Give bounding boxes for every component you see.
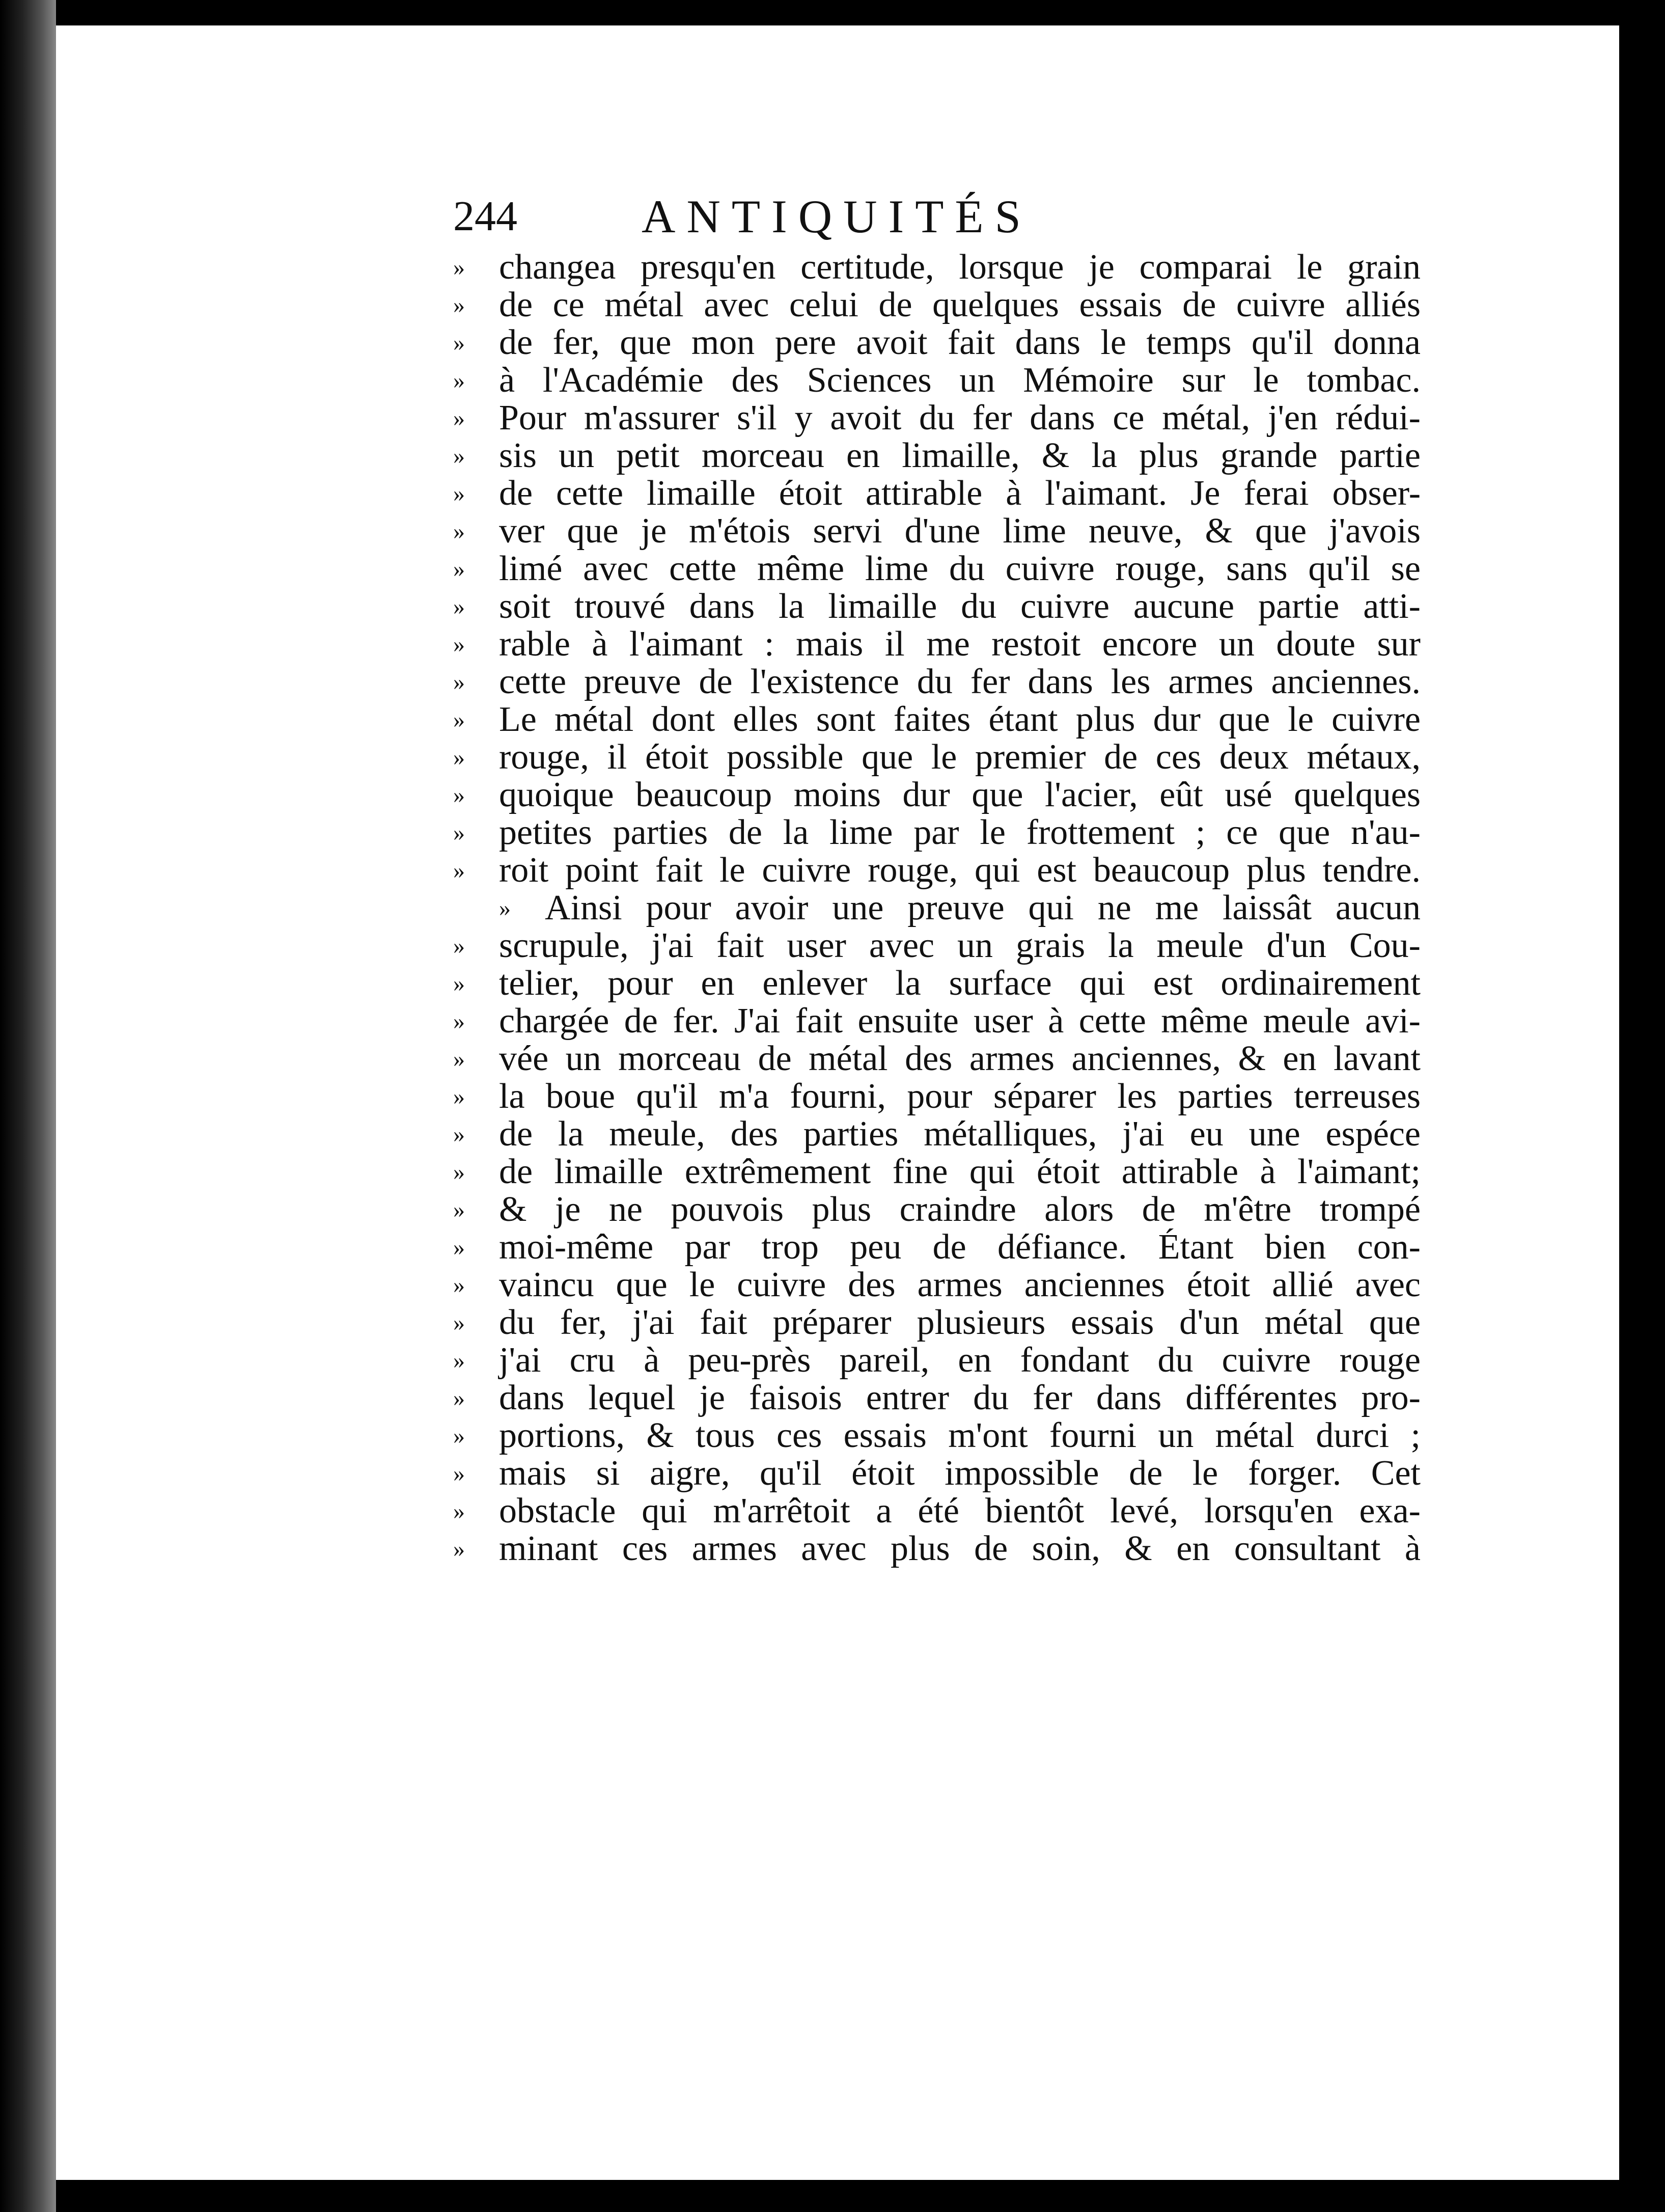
quotation-mark: » (453, 1083, 465, 1109)
text-line (453, 1040, 1421, 1078)
running-title: ANTIQUITÉS (642, 190, 1032, 242)
quotation-mark: » (453, 706, 465, 732)
text-line (453, 814, 1421, 852)
line-text: chargée de fer. J'ai fait ensuite user à cette même meule avi- (499, 1002, 1421, 1040)
text-line (453, 1266, 1421, 1304)
line-text: Pour m'assurer s'il y avoit du fer dans ce métal, j'en rédui- (499, 399, 1421, 437)
text-line (453, 625, 1421, 663)
quotation-mark: » (453, 970, 465, 996)
text-line (453, 1002, 1421, 1040)
line-text: de fer, que mon pere avoit fait dans le temps qu'il donna (499, 324, 1421, 362)
line-text: de cette limaille étoit attirable à l'aimant. Je ferai obser- (499, 475, 1421, 512)
text-line (453, 475, 1421, 512)
quotation-mark: » (453, 1121, 465, 1147)
line-text: de limaille extrêmement fine qui étoit attirable à l'aimant; (499, 1153, 1421, 1191)
text-line (453, 739, 1421, 776)
text-line (453, 1455, 1421, 1492)
text-line (453, 927, 1421, 965)
quotation-mark: » (453, 1272, 465, 1298)
line-text: du fer, j'ai fait préparer plusieurs essais d'un métal que (499, 1304, 1421, 1342)
quotation-mark: » (453, 292, 465, 318)
text-line (453, 1492, 1421, 1530)
quotation-mark: » (453, 1046, 465, 1072)
text-line (453, 889, 1421, 927)
text-line (453, 399, 1421, 437)
text-line (453, 852, 1421, 889)
text-line (453, 550, 1421, 588)
quotation-mark: » (453, 1423, 465, 1449)
line-text: la boue qu'il m'a fourni, pour séparer les parties terreuses (499, 1078, 1421, 1115)
line-text: soit trouvé dans la limaille du cuivre aucune partie atti- (499, 588, 1421, 625)
line-text: mais si aigre, qu'il étoit impossible de le forger. Cet (499, 1455, 1421, 1492)
line-text: ver que je m'étois servi d'une lime neuve, & que j'avois (499, 512, 1421, 550)
text-line (453, 362, 1421, 399)
text-line (453, 588, 1421, 625)
text-line (453, 1530, 1421, 1568)
line-text: à l'Académie des Sciences un Mémoire sur le tombac. (499, 362, 1421, 399)
text-line (453, 1342, 1421, 1379)
line-text: de la meule, des parties métalliques, j'ai eu une espéce (499, 1115, 1421, 1153)
quotation-mark: » (453, 254, 465, 280)
text-line (453, 1228, 1421, 1266)
line-text: cette preuve de l'existence du fer dans les armes anciennes. (499, 663, 1421, 701)
quotation-mark: » (453, 1498, 465, 1524)
text-line (453, 701, 1421, 739)
text-line (453, 286, 1421, 324)
line-text: j'ai cru à peu-près pareil, en fondant du cuivre rouge (499, 1342, 1421, 1379)
text-line (453, 324, 1421, 362)
quotation-mark: » (453, 631, 465, 657)
line-text: rable à l'aimant : mais il me restoit encore un doute sur (499, 625, 1421, 663)
quotation-mark: » (453, 1309, 465, 1335)
text-line (453, 512, 1421, 550)
line-text: & je ne pouvois plus craindre alors de m'être trompé (499, 1191, 1421, 1228)
line-text: petites parties de la lime par le frottement ; ce que n'au- (499, 814, 1421, 852)
page-number: 244 (453, 193, 517, 240)
line-text: portions, & tous ces essais m'ont fourni un métal durci ; (499, 1417, 1421, 1455)
quotation-mark: » (453, 933, 465, 959)
quotation-mark: » (453, 820, 465, 845)
line-text: scrupule, j'ai fait user avec un grais la meule d'un Cou- (499, 927, 1421, 965)
quotation-mark: » (453, 593, 465, 619)
quotation-mark: » (499, 895, 511, 921)
line-text: limé avec cette même lime du cuivre rouge, sans qu'il se (499, 550, 1421, 588)
text-line (453, 1115, 1421, 1153)
text-line (453, 1078, 1421, 1115)
quotation-mark: » (453, 1347, 465, 1373)
quotation-mark: » (453, 744, 465, 770)
text-line (453, 1191, 1421, 1228)
text-line (453, 1417, 1421, 1455)
line-text: Ainsi pour avoir une preuve qui ne me laissât aucun (545, 889, 1421, 927)
quotation-mark: » (453, 1234, 465, 1260)
line-text: vaincu que le cuivre des armes anciennes étoit allié avec (499, 1266, 1421, 1304)
quotation-mark: » (453, 669, 465, 695)
text-line (453, 1304, 1421, 1342)
line-text: moi-même par trop peu de défiance. Étant bien con- (499, 1228, 1421, 1266)
quotation-mark: » (453, 367, 465, 393)
line-text: telier, pour en enlever la surface qui est ordinairement (499, 965, 1421, 1002)
quotation-mark: » (453, 1196, 465, 1222)
text-line (453, 249, 1421, 286)
quotation-mark: » (453, 857, 465, 883)
line-text: sis un petit morceau en limaille, & la plus grande partie (499, 437, 1421, 475)
line-text: minant ces armes avec plus de soin, & en consultant à (499, 1530, 1421, 1568)
line-text: quoique beaucoup moins dur que l'acier, eût usé quelques (499, 776, 1421, 814)
text-line (453, 1153, 1421, 1191)
quotation-mark: » (453, 1460, 465, 1486)
line-text: vée un morceau de métal des armes anciennes, & en lavant (499, 1040, 1421, 1078)
line-text: roit point fait le cuivre rouge, qui est beaucoup plus tendre. (499, 852, 1421, 889)
text-line (453, 437, 1421, 475)
quotation-mark: » (453, 443, 465, 469)
quotation-mark: » (453, 1385, 465, 1411)
text-line (453, 663, 1421, 701)
quotation-mark: » (453, 782, 465, 808)
quotation-mark: » (453, 518, 465, 544)
quotation-mark: » (453, 405, 465, 431)
line-text: de ce métal avec celui de quelques essais de cuivre alliés (499, 286, 1421, 324)
line-text: rouge, il étoit possible que le premier de ces deux métaux, (499, 739, 1421, 776)
line-text: changea presqu'en certitude, lorsque je comparai le grain (499, 249, 1421, 286)
text-line (453, 1379, 1421, 1417)
quotation-mark: » (453, 480, 465, 506)
quotation-mark: » (453, 330, 465, 356)
scan-edge-shadow (0, 0, 56, 2212)
body-text (453, 249, 1421, 1568)
text-line (453, 965, 1421, 1002)
line-text: obstacle qui m'arrêtoit a été bientôt levé, lorsqu'en exa- (499, 1492, 1421, 1530)
line-text: dans lequel je faisois entrer du fer dans différentes pro- (499, 1379, 1421, 1417)
page-header (453, 188, 1217, 244)
quotation-mark: » (453, 556, 465, 582)
quotation-mark: » (453, 1536, 465, 1562)
line-text: Le métal dont elles sont faites étant plus dur que le cuivre (499, 701, 1421, 739)
quotation-mark: » (453, 1159, 465, 1185)
text-line (453, 776, 1421, 814)
quotation-mark: » (453, 1008, 465, 1034)
